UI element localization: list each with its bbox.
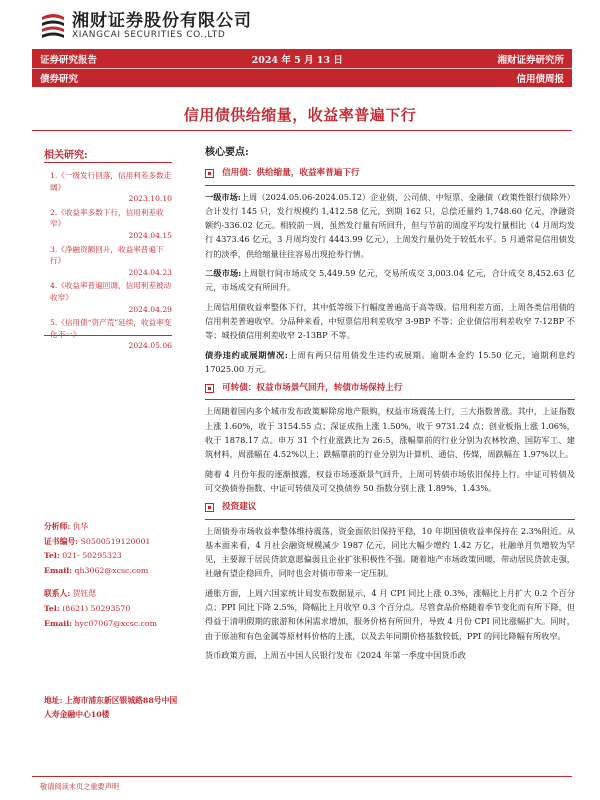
contact-name: 贺钰偲	[72, 589, 97, 599]
section-divider	[205, 399, 575, 400]
related-item-date: 2024.04.29	[128, 304, 172, 314]
institute-name: 湘财证券研究所	[497, 54, 564, 66]
cert-number: S0500519120001	[80, 536, 151, 546]
primary-market-label: 一级市场:	[205, 191, 241, 202]
analyst-tel: 021- 50295323	[62, 551, 122, 561]
contact-email-label: Email:	[44, 618, 73, 628]
paragraph-spread: 上周信用债收益率整体下行，其中低等级下行幅度普遍高于高等级。信用利差方面，上周各类信用债的信用利差普遍收窄。分品种来看，中短票信用利差收窄 3-9BP 不等；企业债信用利差收窄 7-12BP 不等；城投债信用利差收窄 2-13BP 不等。	[205, 301, 575, 341]
company-logo	[40, 8, 252, 44]
related-item[interactable]	[50, 170, 172, 205]
section-title: 可转债：权益市场景气回升，转债市场保持上行	[222, 383, 403, 394]
cert-label: 证书编号:	[44, 536, 79, 546]
paragraph-convertible-2: 随着 4 月份年报的逐渐披露，权益市场逐渐景气回升，上周可转债市场依旧保持上行。中证可转债及可交换债券指数、中证可转债及可交换债券 50 指数分别上涨 1.89%、1.43%。	[205, 468, 575, 493]
related-item[interactable]	[50, 280, 172, 315]
section-title: 信用债：供给缩量，收益率普遍下行	[222, 168, 360, 179]
paragraph-secondary-market	[205, 266, 575, 295]
section-bullet-icon	[205, 503, 214, 512]
report-date: 2024 年 5 月 13 日	[251, 54, 343, 66]
email-label: Email:	[44, 565, 73, 575]
header-band	[32, 49, 572, 87]
company-address	[44, 694, 179, 722]
logo-name-en: XIANGCAI SECURITIES CO.,LTD	[72, 29, 226, 40]
analyst-name: 仇华	[72, 522, 89, 531]
contact-email[interactable]: hyc07067@xcsc.com	[74, 618, 157, 628]
related-item-title[interactable]: 2.《收益率多数下行，信用利差收窄》	[50, 207, 164, 229]
report-subcategory: 信用债周报	[516, 74, 564, 85]
related-item-title[interactable]: 5.《信用债“资产荒”延续，收益率变	[50, 318, 172, 328]
address-value: 上海市浦东新区银城路88号中国人寿金融中心10楼	[44, 696, 178, 719]
paragraph-investment-2: 通胀方面，上周六国家统计局发布数据显示，4 月 CPI 同比上涨 0.3%，涨幅比上月扩大 0.2 个百分点；PPI 同比下降 2.5%，降幅比上月收窄 0.3 个百分点。尽管食品价格随着季节变化而有所下降，但得益于清明假期的旅游和休闲需求增加，服务价格有所回升，导致 4 月份 CPI 同比涨幅扩大。同时，由于原油和有色金属等原材料价格的上涨，以及去年同期价格基数较低，PPI 的同比降幅有所收窄。	[205, 587, 575, 641]
contact-label: 联系人:	[44, 589, 71, 599]
related-research-divider	[44, 162, 172, 163]
analyst-info	[44, 520, 179, 631]
paragraph-investment-1: 上周债券市场收益率整体维持震荡，资金面依旧保持平稳，10 年期国债收益率保持在 2.3%附近。从基本面来看，4 月社会融资规模减少 1987 亿元，同比大幅少增约 1.42 万亿，社融单月负增较为罕见，主要源于居民贷款意愿偏弱且企业扩张积极性不强。随着地产市场政策回暖，带动居民贷款走强，社融有望企稳回升，同时也会对债市带来一定压制。	[205, 525, 575, 579]
related-item-date: 2024.05.06	[128, 341, 172, 351]
default-text: 上周有两只信用债发生违约或展期。逾期本金约 15.50 亿元，逾期利息约 17025.00 万元。	[205, 349, 575, 374]
paragraph-convertible-1: 上周随着国内多个城市发布政策解除房地产限购，权益市场震荡上行，三大指数普涨。其中，上证指数上涨 1.60%，收于 3154.55 点；深证成指上涨 1.50%，收于 9731.24 点；创业板指上涨 1.06%，收于 1878.17 点。申万 31 个行业涨跌比为 26:5，涨幅靠前的行业分别为农林牧渔、国防军工、建筑材料，周涨幅在 4.52%以上；跌幅靠前的行业分别为计算机、通信、传媒，周跌幅在 1.97%以上。	[205, 406, 575, 460]
related-item-date: 2023.10.10	[128, 194, 172, 204]
key-points-heading: 核心要点:	[205, 147, 249, 158]
logo-mark-icon	[40, 11, 66, 41]
footer-divider	[32, 776, 572, 777]
paragraph-primary-market	[205, 190, 575, 261]
section-bullet-icon	[205, 384, 214, 393]
section-divider	[205, 185, 575, 186]
section-heading-investment	[205, 500, 575, 514]
report-type: 证券研究报告	[40, 54, 98, 66]
title-divider	[32, 130, 572, 131]
paragraph-default	[205, 348, 575, 377]
section-heading-convertible	[205, 381, 575, 395]
section-heading-credit	[205, 166, 575, 180]
logo-name-zh: 湘财证券股份有限公司	[72, 10, 252, 31]
secondary-market-text: 上周银行间市场成交 5,449.59 亿元，交易所成交 3,003.04 亿元，合计成交 8,452.63 亿元，市场成交有所回升。	[205, 268, 575, 293]
address-label: 地址:	[44, 696, 63, 705]
related-research-list	[50, 170, 172, 354]
paragraph-investment-3: 货币政策方面，上周五中国人民银行发布《2024 年第一季度中国货币政	[205, 649, 466, 660]
analyst-email[interactable]: qh3062@xcsc.com	[74, 565, 149, 575]
primary-market-text: 上周（2024.05.06-2024.05.12）企业债、公司债、中短票、金融债（政策性银行债除外）合计发行 145 只，发行规模约 1,412.58 亿元，到期 162 只，总偿还量约 1,748.60 亿元，净融资额约-336.02 亿元。相较前一周，虽然发行量有所回升，但与节前的周度平均发行量相比（4 月周均发行 4373.46 亿元，3 月周均发行 4443.99 亿元），上周发行量仍处于较低水平。5 月通常是信用债发行的淡季，供给缩量往往容易出现抢券行情。	[205, 191, 575, 259]
related-item[interactable]	[50, 207, 172, 242]
related-item-date: 2024.04.15	[128, 230, 172, 240]
secondary-market-label: 二级市场:	[205, 268, 242, 279]
analyst-label: 分析师:	[44, 522, 71, 531]
related-research-heading: 相关研究:	[44, 150, 88, 161]
contact-tel: (8621) 50293570	[62, 603, 131, 613]
section-divider	[205, 519, 575, 520]
section-title: 投资建议	[222, 502, 257, 513]
related-item[interactable]	[50, 244, 172, 279]
section-bullet-icon	[205, 169, 214, 178]
page-title: 信用债供给缩量，收益率普遍下行	[183, 106, 417, 124]
related-research-bottom-divider	[44, 335, 172, 336]
contact-tel-label: Tel:	[44, 603, 60, 613]
main-content	[205, 146, 575, 667]
report-category: 债券研究	[40, 74, 79, 85]
footer-disclaimer[interactable]: 敬请阅读末页之重要声明	[40, 782, 120, 791]
default-label: 债券违约或展期情况:	[205, 349, 288, 360]
tel-label: Tel:	[44, 551, 60, 561]
related-item-title[interactable]: 4.《收益率普遍回调，信用利差被动收窄》	[50, 281, 172, 302]
related-item-title[interactable]: 3.《净融资额回升，收益率普遍下行》	[50, 244, 164, 266]
related-item-date: 2024.04.23	[128, 267, 172, 277]
related-item-title[interactable]: 1.《一级发行回落，信用利差多数走阔》	[50, 171, 172, 192]
